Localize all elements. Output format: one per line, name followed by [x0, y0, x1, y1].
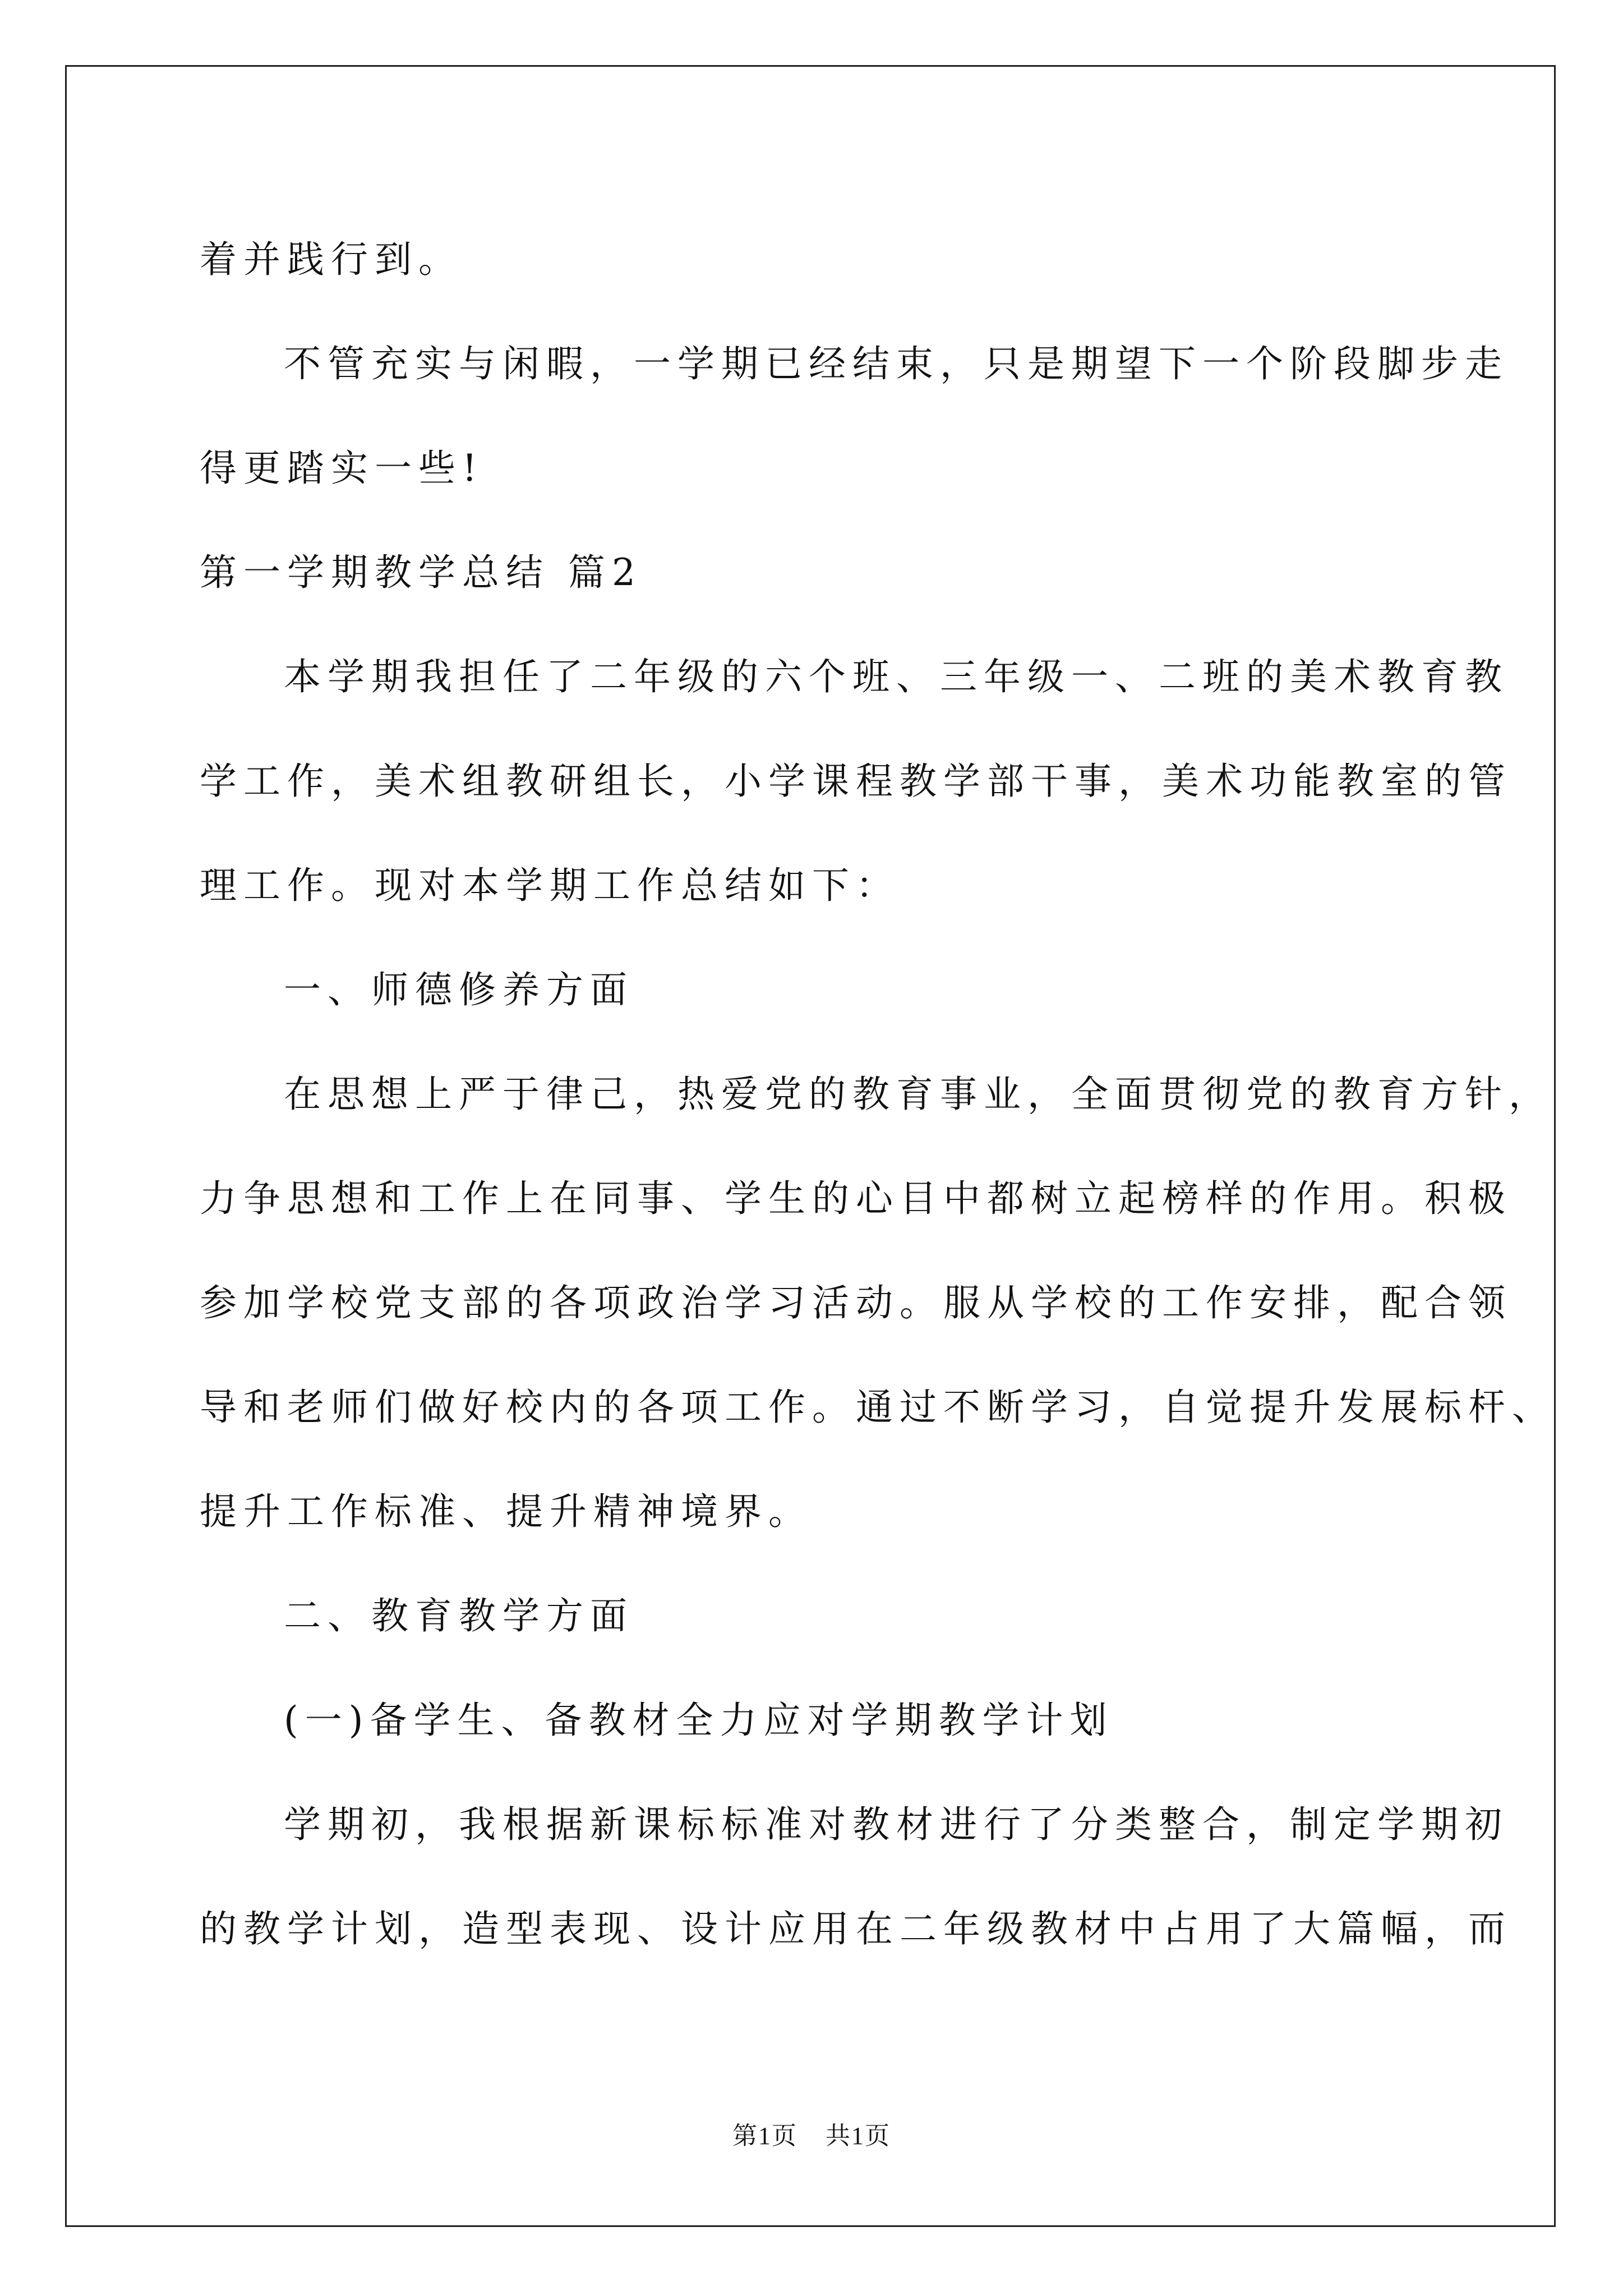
- text-line-17: 的教学计划，造型表现、设计应用在二年级教材中占用了大篇幅，而: [200, 1907, 1512, 1950]
- section-heading: 第一学期教学总结 篇2: [200, 551, 642, 594]
- text-line-10: 力争思想和工作上在同事、学生的心目中都树立起榜样的作用。积极: [200, 1177, 1512, 1220]
- document-body: [200, 208, 1556, 1981]
- text-line-12: 导和老师们做好校内的各项工作。通过不断学习，自觉提升发展标杆、: [200, 1386, 1556, 1429]
- subheading-ethics: 一、师德修养方面: [284, 968, 634, 1011]
- text-line-13: 提升工作标准、提升精神境界。: [200, 1490, 812, 1533]
- text-line-11: 参加学校党支部的各项政治学习活动。服从学校的工作安排，配合领: [200, 1281, 1512, 1324]
- text-line-5: 本学期我担任了二年级的六个班、三年级一、二班的美术教育教: [284, 655, 1509, 698]
- text-line-9: 在思想上严于律己，热爱党的教育事业，全面贯彻党的教育方针，: [284, 1073, 1552, 1116]
- text-line-6: 学工作，美术组教研组长，小学课程教学部干事，美术功能教室的管: [200, 760, 1512, 803]
- page-footer: [0, 2115, 1623, 2151]
- page-total: 共1页: [826, 2122, 891, 2150]
- page-number: 第1页: [732, 2122, 797, 2150]
- subheading-preparation: (一)备学生、备教材全力应对学期教学计划: [284, 1699, 1114, 1742]
- subheading-teaching: 二、教育教学方面: [284, 1594, 634, 1637]
- text-line-7: 理工作。现对本学期工作总结如下：: [200, 864, 900, 907]
- text-line-2: 不管充实与闲暇，一学期已经结束，只是期望下一个阶段脚步走: [284, 342, 1509, 385]
- text-line-1: 着并践行到。: [200, 238, 462, 281]
- text-line-3: 得更踏实一些!: [200, 447, 484, 490]
- text-line-16: 学期初，我根据新课标标准对教材进行了分类整合，制定学期初: [284, 1803, 1509, 1846]
